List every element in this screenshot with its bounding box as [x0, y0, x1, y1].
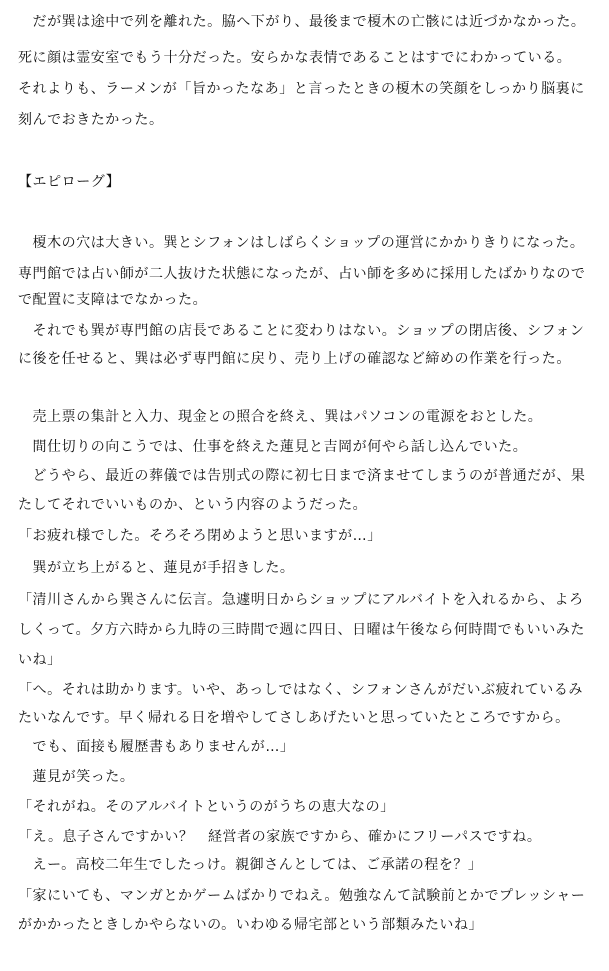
text-line: でも、面接も履歴書もありませんが…」	[18, 739, 295, 755]
text-line: たいなんです。早く帰れる日を増やしてさしあげたいと思っていたところですから。	[18, 710, 570, 726]
text-line: で配置に支障はでなかった。	[18, 292, 208, 308]
text-line: 刻んでおきたかった。	[18, 112, 164, 128]
text-line: 売上票の集計と入力、現金との照合を終え、巽はパソコンの電源をおとした。	[18, 409, 543, 425]
text-line: それでも巽が専門館の店長であることに変わりはない。ショップの閉店後、シフォン	[18, 323, 585, 339]
text-line: 「清川さんから巽さんに伝言。急遽明日からショップにアルバイトを入れるから、よろ	[18, 592, 584, 608]
text-line: 専門館では占い師が二人抜けた状態になったが、占い師を多めに採用したばかりなので	[18, 266, 586, 282]
text-line: 死に顔は霊安室でもう十分だった。安らかな表情であることはすでにわかっている。	[18, 50, 572, 66]
text-line: 「へ。それは助かります。いや、あっしではなく、シフォンさんがだいぶ疲れているみ	[18, 682, 583, 698]
text-line: 蓮見が笑った。	[18, 769, 135, 785]
text-line: だが巽は途中で列を離れた。脇へ下がり、最後まで榎木の亡骸には近づかなかった。	[18, 14, 586, 30]
text-line: がかかったときしかやらないの。いわゆる帰宅部という部類みたいね」	[18, 917, 484, 933]
section-heading: 【エピローグ】	[18, 174, 121, 190]
text-line: 「家にいても、マンガとかゲームばかりでねえ。勉強なんて試験前とかでプレッシャー	[18, 888, 586, 904]
text-line: 「お疲れ様でした。そろそろ閉めようと思いますが…」	[18, 528, 382, 544]
text-line: 「え。息子さんですかい？ 経営者の家族ですから、確かにフリーパスですね。	[18, 829, 542, 845]
text-line: たしてそれでいいものか、という内容のようだった。	[18, 497, 368, 513]
text-line: 榎木の穴は大きい。巽とシフォンはしばらくショップの運営にかかりきりになった。	[18, 235, 585, 251]
text-line: 巽が立ち上がると、蓮見が手招きした。	[18, 560, 295, 576]
text-line: 間仕切りの向こうでは、仕事を終えた蓮見と吉岡が何やら話し込んでいた。	[18, 439, 528, 455]
text-line: に後を任せると、巽は必ず専門館に戻り、売り上げの確認など締めの作業を行った。	[18, 351, 571, 367]
text-line: 「それがね。そのアルバイトというのがうちの恵大なの」	[18, 799, 395, 815]
text-line: しくって。夕方六時から九時の三時間で週に四日、日曜は午後なら何時間でもいいみた	[18, 622, 585, 638]
text-line: どうやら、最近の葬儀では告別式の際に初七日まで済ませてしまうのが普通だが、果	[18, 468, 586, 484]
text-line: えー。高校二年生でしたっけ。親御さんとしては、ご承諾の程を？」	[18, 857, 483, 873]
text-line: それよりも、ラーメンが「旨かったなあ」と言ったときの榎木の笑顔をしっかり脳裏に	[18, 81, 585, 97]
text-line: いね」	[18, 652, 62, 668]
